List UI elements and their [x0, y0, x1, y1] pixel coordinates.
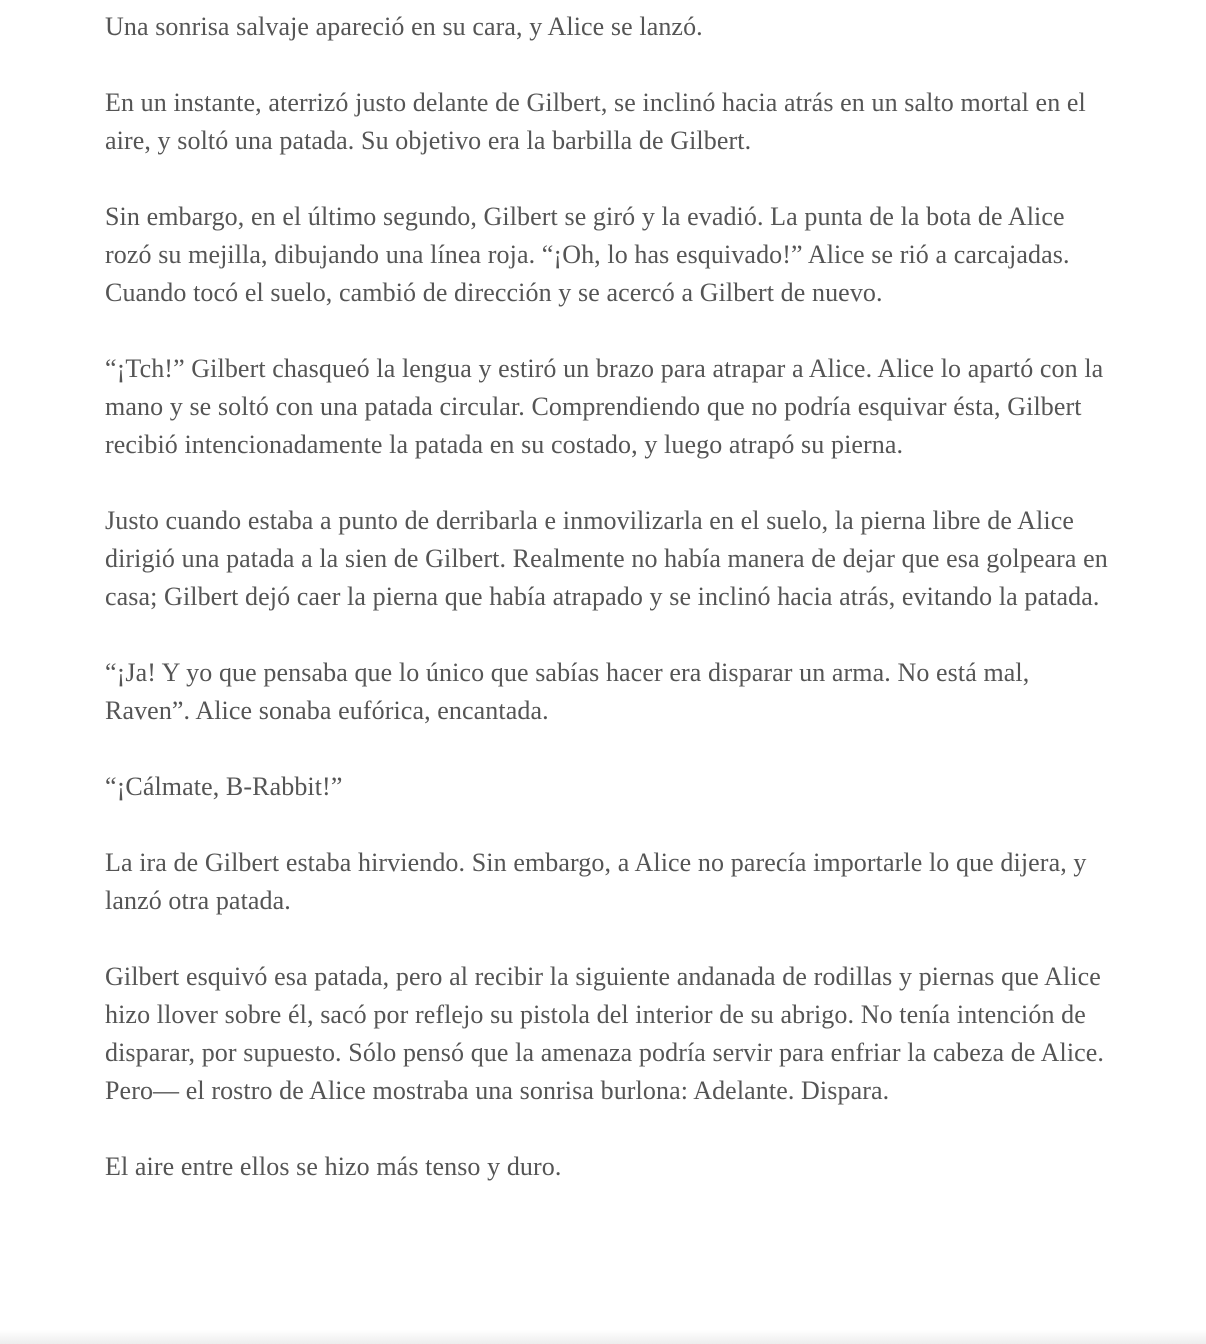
paragraph-10: El aire entre ellos se hizo más tenso y duro. — [105, 1152, 562, 1181]
paragraph-3: Sin embargo, en el último segundo, Gilbert se giró y la evadió. La punta de la bota de Alice rozó su mejilla, dibujando una línea roja. “¡Oh, lo has esquivado!” Alice se rió a carcajadas. Cuando tocó el suelo, cambió de dirección y se acercó a Gilbert de nuevo. — [105, 202, 1070, 307]
paragraph-9: Gilbert esquivó esa patada, pero al recibir la siguiente andanada de rodillas y piernas que Alice hizo llover sobre él, sacó por reflejo su pistola del interior de su abrigo. No tenía intención de disparar, por supuesto. Sólo pensó que la amenaza podría servir para enfriar la cabeza de Alice. Pero— el rostro de Alice mostraba una sonrisa burlona: Adelante. Dispara. — [105, 962, 1105, 1105]
paragraph-8: La ira de Gilbert estaba hirviendo. Sin embargo, a Alice no parecía importarle lo que dijera, y lanzó otra patada. — [105, 848, 1087, 915]
paragraph-7: “¡Cálmate, B-Rabbit!” — [105, 772, 343, 801]
bottom-edge-shadow — [0, 1330, 1206, 1344]
article-body — [105, 8, 1115, 1224]
paragraph-1: Una sonrisa salvaje apareció en su cara, y Alice se lanzó. — [105, 12, 703, 41]
paragraph-4: “¡Tch!” Gilbert chasqueó la lengua y estiró un brazo para atrapar a Alice. Alice lo apartó con la mano y se soltó con una patada circular. Comprendiendo que no podría esquivar ésta, Gilbert recibió intencionadamente la patada en su costado, y luego atrapó su pierna. — [105, 354, 1104, 459]
paragraph-2: En un instante, aterrizó justo delante de Gilbert, se inclinó hacia atrás en un salto mortal en el aire, y soltó una patada. Su objetivo era la barbilla de Gilbert. — [105, 88, 1086, 155]
paragraph-6: “¡Ja! Y yo que pensaba que lo único que sabías hacer era disparar un arma. No está mal, Raven”. Alice sonaba eufórica, encantada. — [105, 658, 1030, 725]
paragraph-5: Justo cuando estaba a punto de derribarla e inmovilizarla en el suelo, la pierna libre de Alice dirigió una patada a la sien de Gilbert. Realmente no había manera de dejar que esa golpeara en casa; Gilbert dejó caer la pierna que había atrapado y se inclinó hacia atrás, evitando la patada. — [105, 506, 1108, 611]
